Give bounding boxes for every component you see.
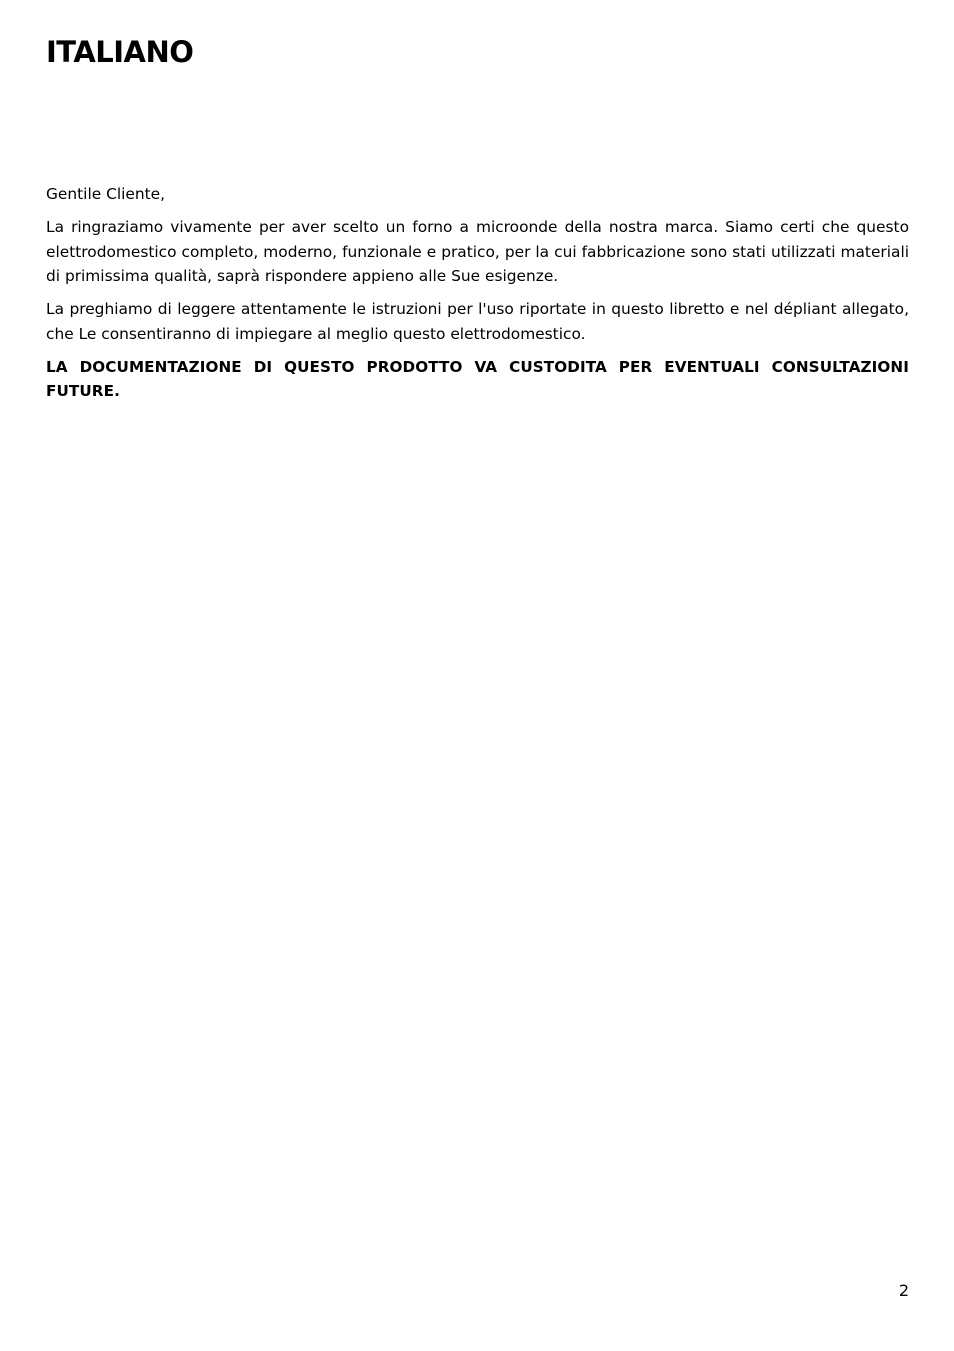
intro-paragraph: La ringraziamo vivamente per aver scelto un forno a microonde della nostra marca. Siamo certi che questo elettrodomestico completo, moderno, funzionale e pratico, per la cui fabbricazione sono stati utilizzati materiali di primissima qualità, saprà rispondere appieno alle Sue esigenze. xyxy=(46,218,909,285)
instructions-paragraph: La preghiamo di leggere attentamente le istruzioni per l'uso riportate in questo libretto e nel dépliant allegato, che Le consentiranno di impiegare al meglio questo elettrodomestico. xyxy=(46,300,909,343)
greeting-text: Gentile Cliente, xyxy=(46,185,166,203)
page-number: 2 xyxy=(898,1281,909,1300)
document-body xyxy=(46,182,909,412)
page-title: ITALIANO xyxy=(46,35,194,69)
documentation-notice: LA DOCUMENTAZIONE DI QUESTO PRODOTTO VA CUSTODITA PER EVENTUALI CONSULTAZIONI FUTURE. xyxy=(46,357,909,400)
